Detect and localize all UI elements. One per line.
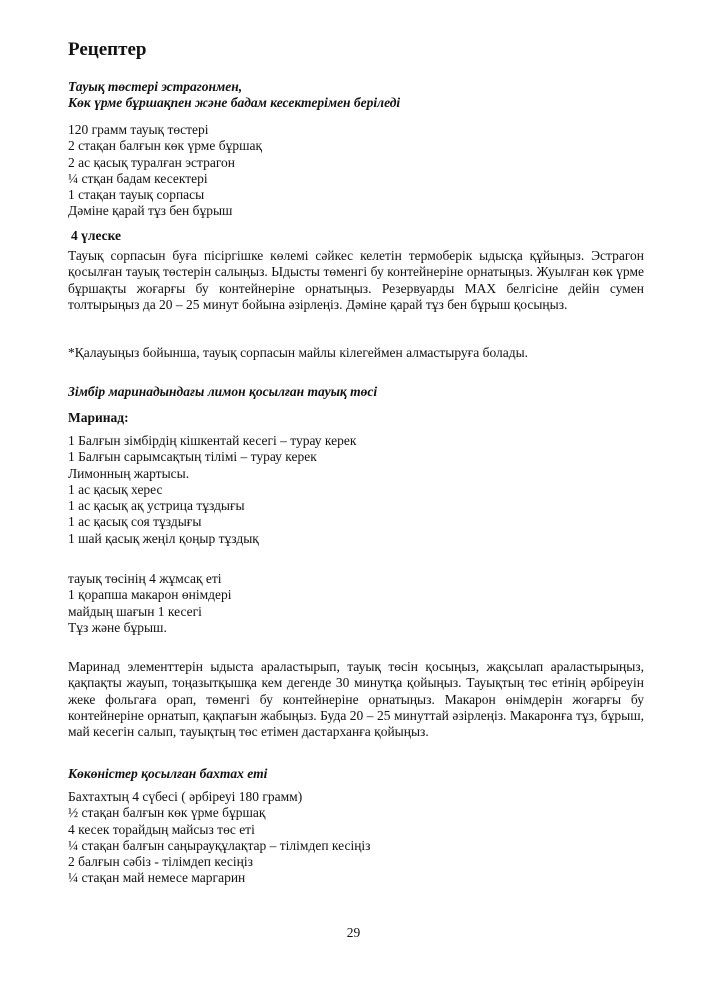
recipe1-title-line: Тауық төстері эстрагонмен, (68, 79, 243, 94)
marinade-item: 1 ас қасық херес (68, 481, 163, 497)
ingredient-item: ¼ стақан май немесе маргарин (68, 870, 246, 886)
marinade-list (68, 433, 356, 547)
recipe1-title (68, 79, 400, 111)
ingredient-item: 4 кесек торайдың майсыз төс еті (68, 821, 255, 837)
recipe1-note: *Қалауыңыз бойынша, тауық сорпасын майлы кілегеймен алмастыруға болады. (68, 345, 529, 360)
ingredient-item: 2 балғын сәбіз - тілімдеп кесіңіз (68, 854, 253, 870)
ingredient-item: 1 қорапша макарон өнімдері (68, 587, 232, 603)
recipe1-instructions: Тауық сорпасын буға пісіргішке көлемі сәйкес келетін термоберік ыдысқа құйыңыз. Эстрагон қосылған тауық төстерін салыңыз. Ыдысты төменгі бу контейнеріне орнатыңыз. Жуылған көк үрме бұршақты жоғарғы бу контейнеріне орнатыңыз. Резервуарды MAX белгісіне дейін сумен толтырыңыз да 20 – 25 минут бойына әзірлеңіз. Дәміне қарай тұз бен бұрыш қосыңыз. (68, 248, 644, 312)
marinade-item: 1 ас қасық соя тұздығы (68, 514, 202, 530)
recipe2-title: Зімбір маринадындағы лимон қосылған тауық төсі (68, 384, 378, 399)
ingredient-item: тауық төсінің 4 жұмсақ еті (68, 571, 222, 586)
recipe2-ingredients (68, 571, 232, 636)
ingredient-item: Бахтахтың 4 сүбесі ( әрбіреуі 180 грамм) (68, 789, 303, 804)
recipe1-ingredients (68, 122, 262, 220)
ingredient-item: 1 стақан тауық сорпасы (68, 187, 205, 203)
marinade-item: 1 ас қасық ақ устрица тұздығы (68, 498, 245, 514)
page-title: Рецептер (68, 39, 147, 60)
marinade-item: 1 шай қасық жеңіл қоңыр тұздық (68, 530, 259, 546)
ingredient-item: 2 стақан балғын көк үрме бұршақ (68, 138, 263, 154)
page-number: 29 (346, 925, 361, 940)
marinade-item: 1 Балғын зімбірдің кішкентай кесегі – турау керек (68, 433, 357, 448)
marinade-heading: Маринад: (68, 410, 129, 425)
recipe1-title-line: Көк үрме бұршақпен және бадам кесектерімен беріледі (68, 95, 401, 110)
ingredient-item: ½ стақан балғын көк үрме бұршақ (68, 805, 266, 821)
recipe3-ingredients (68, 789, 371, 887)
ingredient-item: 2 ас қасық туралған эстрагон (68, 154, 235, 170)
marinade-item: 1 Балғын сарымсақтың тілімі – турау керек (68, 449, 317, 465)
ingredient-item: майдың шағын 1 кесегі (68, 603, 202, 619)
ingredient-item: 120 грамм тауық төстері (68, 122, 209, 137)
recipe2-instructions: Маринад элементтерін ыдыста араластырып, тауық төсін қосыңыз, жақсылап араластырыңыз, қақпақты жауып, тоңазытқышқа кем дегенде 30 минутқа қойыңыз. Тауықтың төс етінің әрбіреуін жеке фольгаға орап, төменгі бу контейнеріне орнатыңыз. Макарон өнімдерін жоғарғы бу контейнеріне орнатып, қақпағын жабыңыз. Буда 20 – 25 минуттай әзірлеңіз. Макаронға тұз, бұрыш, май кесегін салып, тауықтың төс етімен дастарханға қойыңыз. (68, 659, 644, 740)
ingredient-item: Тұз және бұрыш. (68, 619, 167, 635)
recipe1-portion: 4 үлеске (71, 228, 122, 243)
marinade-item: Лимонның жартысы. (68, 465, 190, 481)
ingredient-item: ¼ стқан бадам кесектері (68, 170, 208, 186)
ingredient-item: Дәміне қарай тұз бен бұрыш (68, 203, 233, 219)
recipe3-title: Көкөністер қосылған бахтах еті (68, 766, 268, 781)
ingredient-item: ¼ стақан балғын саңырауқұлақтар – тілімдеп кесіңіз (68, 837, 371, 853)
